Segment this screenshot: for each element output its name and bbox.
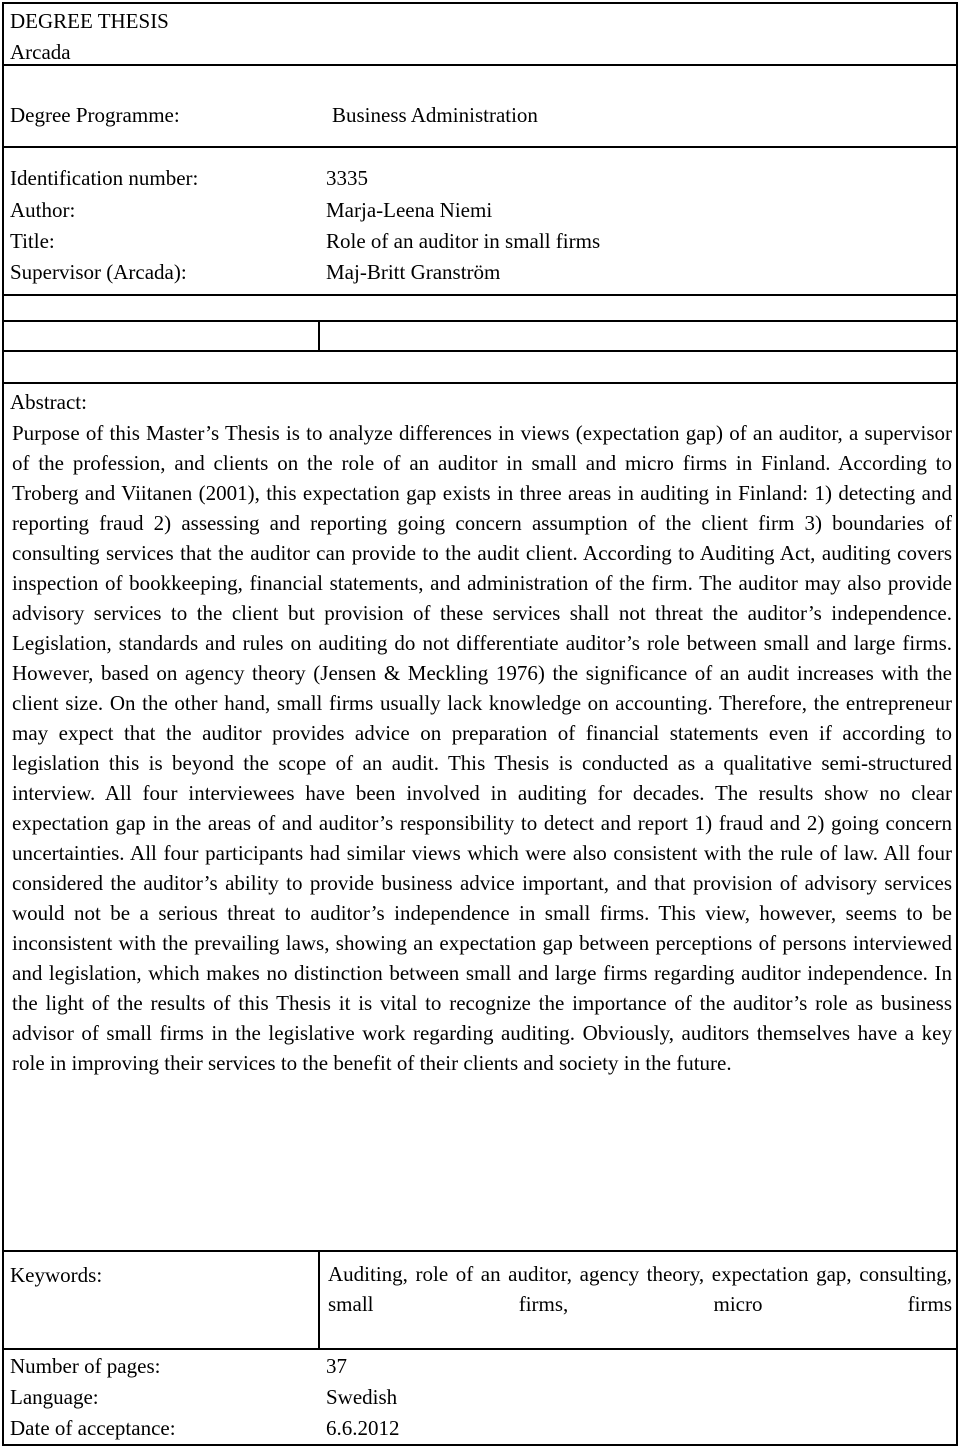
title-label: Title: <box>10 229 55 253</box>
author-value: Marja-Leena Niemi <box>326 198 493 222</box>
empty-row-1 <box>2 294 958 322</box>
language-label: Language: <box>10 1385 99 1409</box>
title-value: Role of an auditor in small firms <box>326 229 601 253</box>
thesis-abstract-form <box>2 2 958 1446</box>
supervisor-value: Maj-Britt Granström <box>326 260 501 284</box>
supervisor-label: Supervisor (Arcada): <box>10 260 187 284</box>
programme-label: Degree Programme: <box>10 103 180 127</box>
keywords-divider <box>318 1250 320 1348</box>
abstract-text: Purpose of this Master’s Thesis is to analyze differences in views (expectation gap) of an auditor, a supervisor of the profession, and clients on the role of an auditor in small and micro firms in Finland. According to Troberg and Viitanen (2001), this expectation gap exists in three areas in auditing in Finland: 1) detecting and reporting fraud 2) assessing and reporting going concern assumption of the client firm 3) boundaries of consulting services that the auditor can provide to the audit client. According to Auditing Act, auditing covers inspection of bookkeeping, financial statements, and administration of the firm. The auditor may also provide advisory services to the client but provision of these services shall not threat the auditor’s independence. Legislation, standards and rules on auditing do not differentiate auditor’s role between small and large firms. However, based on agency theory (Jensen & Meckling 1976) the significance of an audit increases with the client size. On the other hand, small firms usually lack knowledge on accounting. Therefore, the entrepreneur may expect that the auditor provides advice on preparation of financial statements even if according to legislation this is beyond the scope of an audit. This Thesis is conducted as a qualitative semi-structured interview. All four interviewees have been involved in auditing for decades. The results show no clear expectation gap in the areas of and auditor’s responsibility to detect and report 1) fraud and 2) going concern uncertainties. All four participants had similar views which were also consistent with the rule of law. All four considered the auditor’s ability to provide business advice important, and that provision of advisory services would not be a serious threat to auditor’s independence in small firms. This view, however, seems to be inconsistent with the prevailing laws, showing an expectation gap between perceptions of persons interviewed and legislation, which makes no distinction between small and large firms regarding auditor independence. In the light of the results of this Thesis it is vital to recognize the importance of the auditor’s role as business advisor of small firms in the legislative work regarding auditing. Obviously, auditors themselves have a key role in improving their services to the benefit of their clients and society in the future. <box>12 421 952 1075</box>
abstract-label: Abstract: <box>10 390 87 414</box>
language-value: Swedish <box>326 1385 398 1409</box>
empty-row-2-right <box>318 320 958 352</box>
degree-thesis-title: DEGREE THESIS <box>10 9 169 33</box>
identification-label: Identification number: <box>10 166 199 190</box>
institution-name: Arcada <box>10 40 71 64</box>
keywords-label: Keywords: <box>10 1263 103 1287</box>
empty-row-2-left <box>2 320 320 352</box>
identification-value: 3335 <box>326 166 368 190</box>
date-label: Date of acceptance: <box>10 1416 176 1440</box>
programme-value: Business Administration <box>332 103 538 127</box>
author-label: Author: <box>10 198 76 222</box>
pages-label: Number of pages: <box>10 1354 161 1378</box>
date-value: 6.6.2012 <box>326 1416 400 1440</box>
pages-value: 37 <box>326 1354 347 1378</box>
keywords-value: Auditing, role of an auditor, agency theory, expectation gap, consulting, small firms, micro firms <box>328 1262 952 1316</box>
